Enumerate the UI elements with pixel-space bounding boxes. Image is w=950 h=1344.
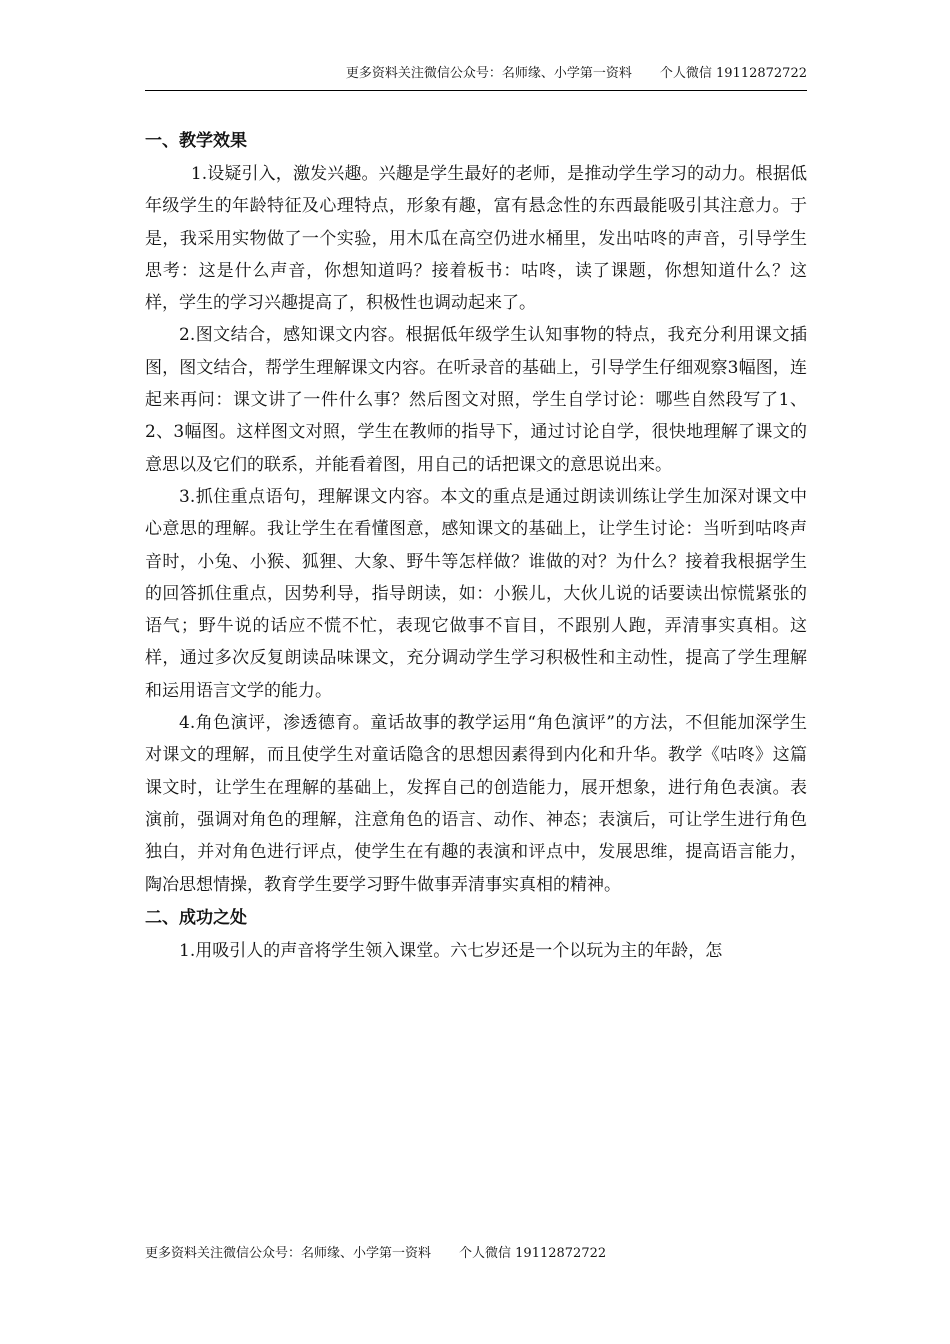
section-heading-1: 一、教学效果 [145,131,247,151]
paragraph-1-1: 1.设疑引入，激发兴趣。兴趣是学生最好的老师，是推动学生学习的动力。根据低年级学生的年龄特征及心理特点，形象有趣，富有悬念性的东西最能吸引其注意力。于是，我采用实物做了一个实验，用木瓜在高空仍进水桶里，发出咕咚的声音，引导学生思考：这是什么声音，你想知道吗？接着板书：咕咚，读了课题，你想知道什么？这样，学生的学习兴趣提高了，积极性也调动起来了。 [145,164,807,314]
header-text: 更多资料关注微信公众号：名师缘、小学第一资料 [345,66,632,81]
paragraph-1-2: 2.图文结合，感知课文内容。根据低年级学生认知事物的特点，我充分利用课文插图，图文结合，帮学生理解课文内容。在听录音的基础上，引导学生仔细观察3幅图，连起来再问：课文讲了一件什么事？然后图文对照，学生自学讨论：哪些自然段写了1、2、3幅图。这样图文对照，学生在教师的指导下，通过讨论自学，很快地理解了课文的意思以及它们的联系，并能看着图，用自己的话把课文的意思说出来。 [145,325,807,475]
page-footer [145,1244,606,1264]
paragraph-2-1: 1.用吸引人的声音将学生领入课堂。六七岁还是一个以玩为主的年龄，怎 [179,940,723,961]
footer-text: 更多资料关注微信公众号：名师缘、小学第一资料 [145,1246,432,1261]
document-body [145,124,807,967]
section-heading-2: 二、成功之处 [145,907,247,928]
paragraph-1-3: 3.抓住重点语句，理解课文内容。本文的重点是通过朗读训练让学生加深对课文中心意思的理解。我让学生在看懂图意，感知课文的基础上，让学生讨论：当听到咕咚声音时，小兔、小猴、狐狸、大象、野牛等怎样做？谁做的对？为什么？接着我根据学生的回答抓住重点，因势利导，指导朗读，如：小猴儿，大伙儿说的话要读出惊慌紧张的语气；野牛说的话应不慌不忙，表现它做事不盲目，不跟别人跑，弄清事实真相。这样，通过多次反复朗读品味课文，充分调动学生学习积极性和主动性，提高了学生理解和运用语言文学的能力。 [145,486,807,701]
header-wechat: 个人微信 19112872722 [659,66,807,81]
page-header [145,64,807,91]
footer-wechat: 个人微信 19112872722 [459,1246,607,1261]
paragraph-1-4: 4.角色演评，渗透德育。童话故事的教学运用“角色演评”的方法，不但能加深学生对课文的理解，而且使学生对童话隐含的思想因素得到内化和升华。教学《咕咚》这篇课文时，让学生在理解的基础上，发挥自己的创造能力，展开想象，进行角色表演。表演前，强调对角色的理解，注意角色的语言、动作、神态；表演后，可让学生进行角色独白，并对角色进行评点，使学生在有趣的表演和评点中，发展思维，提高语言能力，陶冶思想情操，教育学生要学习野牛做事弄清事实真相的精神。 [145,713,807,895]
